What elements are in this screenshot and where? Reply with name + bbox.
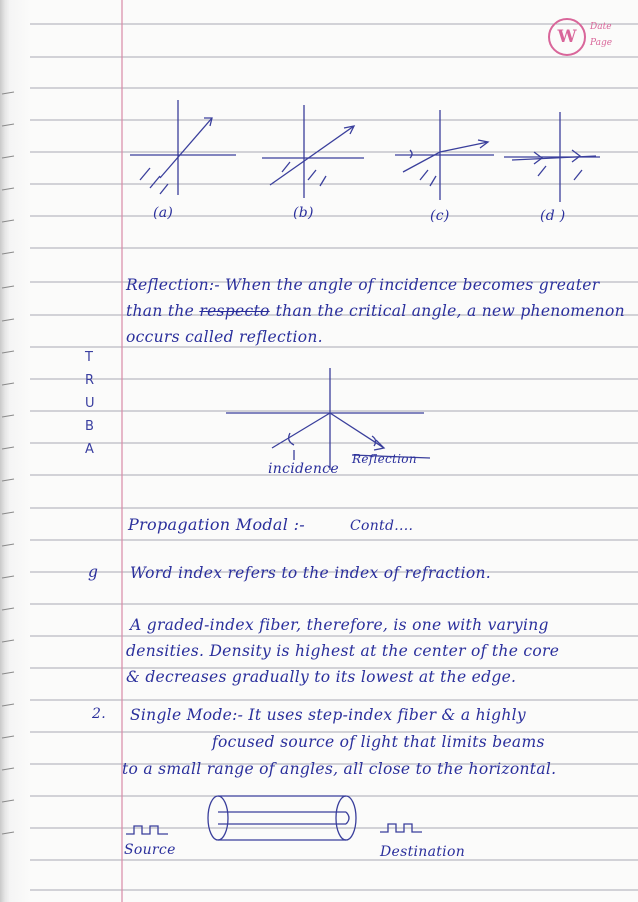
destination-pulse (380, 824, 422, 832)
notebook-brand-logo: W (548, 18, 586, 56)
source-label: Source (124, 842, 176, 858)
reflection-line-2-start: than the (126, 302, 200, 320)
margin-letter-a: A (85, 442, 94, 457)
figure-label-c: (c) (430, 208, 450, 224)
reflection-line-1: Reflection:- When the angle of incidence becomes greater (126, 276, 600, 294)
graded-para-line-3: & decreases gradually to its lowest at the edge. (126, 668, 517, 686)
margin-letter-t: T (85, 350, 93, 365)
figure-label-a: (a) (153, 205, 174, 221)
margin-letter-u: U (85, 396, 95, 411)
incidence-label: incidence (268, 461, 339, 477)
page-label: Page (590, 38, 613, 48)
reflection-line-3: occurs called reflection. (126, 328, 323, 346)
reflection-label: Reflection (352, 452, 417, 466)
struck-word: respecto (199, 302, 270, 320)
margin-letter-b: B (85, 419, 94, 434)
contd-label: Contd.... (350, 518, 414, 534)
date-label: Date (590, 22, 612, 32)
graded-para-line-1: A graded-index fiber, therefore, is one with varying (130, 616, 549, 634)
graded-definition-line: Word index refers to the index of refraction. (130, 564, 492, 582)
reflection-line-2-text: than the critical angle, a new phenomenon (275, 302, 625, 320)
single-mode-line-2: focused source of light that limits beams (212, 733, 545, 751)
graded-para-line-2: densities. Density is highest at the center of the core (126, 642, 560, 660)
single-mode-number: 2. (92, 706, 106, 722)
single-mode-line-3: to a small range of angles, all close to the horizontal. (122, 760, 557, 778)
margin-letter-r: R (85, 373, 95, 388)
destination-label: Destination (380, 844, 466, 860)
source-pulse (126, 826, 168, 834)
figure-label-d: (d ) (540, 208, 566, 224)
single-mode-line-1: Single Mode:- It uses step-index fiber & a highly (130, 706, 526, 724)
propagation-heading: Propagation Modal :- (128, 515, 305, 534)
figure-label-b: (b) (293, 205, 314, 221)
bullet-mark: g (88, 563, 99, 581)
